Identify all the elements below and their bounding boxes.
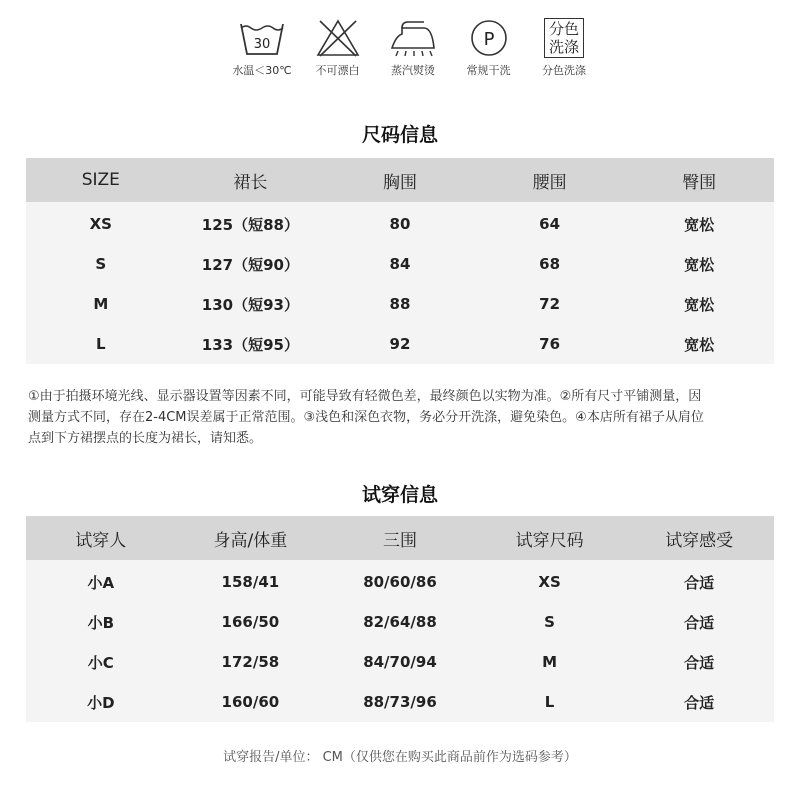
table-cell: 小C <box>26 642 176 682</box>
table-cell: L <box>475 682 625 722</box>
fit-header-cell: 试穿感受 <box>624 516 774 560</box>
fit-section-title: 试穿信息 <box>361 484 438 506</box>
table-cell: 80/60/86 <box>325 560 475 602</box>
table-cell: 合适 <box>624 560 774 602</box>
table-cell: 82/64/88 <box>325 602 475 642</box>
table-row <box>26 642 774 682</box>
table-cell: 小A <box>26 560 176 602</box>
table-cell: XS <box>475 560 625 602</box>
table-cell: 合适 <box>624 642 774 682</box>
table-cell: L <box>26 324 176 364</box>
table-cell: 92 <box>325 324 475 364</box>
table-cell: 166/50 <box>176 602 326 642</box>
table-cell: 宽松 <box>624 202 774 244</box>
wash-separately-text-2: 洗涤 <box>548 38 579 56</box>
care-item-separate <box>530 18 598 80</box>
care-item-wash <box>228 18 296 80</box>
size-notes <box>28 386 774 449</box>
table-cell: 127（短90） <box>176 244 326 284</box>
steam-iron-icon <box>388 18 438 58</box>
note-line: 测量方式不同，存在2-4CM误差属于正常范围。③浅色和深色衣物，务必分开洗涤，避免染色。④本店所有裙子从肩位 <box>28 410 704 425</box>
care-label: 不可漂白 <box>315 64 360 77</box>
table-cell: 133（短95） <box>176 324 326 364</box>
care-item-dryclean <box>455 18 523 80</box>
table-cell: 80 <box>325 202 475 244</box>
table-cell: 130（短93） <box>176 284 326 324</box>
table-cell: 125（短88） <box>176 202 326 244</box>
table-cell: 84 <box>325 244 475 284</box>
care-label: 常规干洗 <box>466 64 511 77</box>
size-table-header <box>26 158 774 202</box>
fit-header-cell: 试穿尺码 <box>475 516 625 560</box>
wash-separately-icon <box>539 18 589 58</box>
dry-clean-p-icon <box>464 18 514 58</box>
fit-header-cell: 身高/体重 <box>176 516 326 560</box>
size-header-cell: 胸围 <box>325 158 475 202</box>
table-cell: XS <box>26 202 176 244</box>
care-label: 分色洗涤 <box>542 64 586 77</box>
table-cell: 68 <box>475 244 625 284</box>
care-item-bleach <box>304 18 372 80</box>
dry-clean-letter: P <box>483 29 494 50</box>
table-cell: 88/73/96 <box>325 682 475 722</box>
table-row <box>26 324 774 364</box>
table-cell: 76 <box>475 324 625 364</box>
table-cell: 72 <box>475 284 625 324</box>
care-instructions <box>228 18 598 80</box>
no-bleach-icon <box>313 18 363 58</box>
fit-table <box>26 516 774 722</box>
table-cell: 160/60 <box>176 682 326 722</box>
note-line: ①由于拍摄环境光线、显示器设置等因素不同，可能导致有轻微色差，最终颜色以实物为准。②所有尺寸平铺测量，因 <box>28 389 702 404</box>
size-header-cell: 裙长 <box>176 158 326 202</box>
wash-30-icon <box>237 18 287 58</box>
table-cell: 小B <box>26 602 176 642</box>
fit-header-cell: 试穿人 <box>26 516 176 560</box>
size-header-cell: 腰围 <box>475 158 625 202</box>
table-cell: 64 <box>475 202 625 244</box>
wash-separately-text-1: 分色 <box>548 20 579 38</box>
table-cell: 172/58 <box>176 642 326 682</box>
table-cell: 小D <box>26 682 176 722</box>
table-cell: 宽松 <box>624 244 774 284</box>
table-cell: 宽松 <box>624 284 774 324</box>
table-cell: 158/41 <box>176 560 326 602</box>
care-label: 蒸汽熨烫 <box>391 64 435 77</box>
care-label: 水温＜30℃ <box>232 64 292 77</box>
fit-header-cell: 三围 <box>325 516 475 560</box>
fit-table-header <box>26 516 774 560</box>
wash-separately-box <box>544 18 584 58</box>
table-cell: 88 <box>325 284 475 324</box>
table-cell: 合适 <box>624 602 774 642</box>
table-row <box>26 560 774 602</box>
table-row <box>26 284 774 324</box>
table-row <box>26 602 774 642</box>
note-line: 点到下方裙摆点的长度为裙长，请知悉。 <box>28 431 263 446</box>
fit-report-footer: 试穿报告/单位： CM（仅供您在购买此商品前作为选码参考） <box>223 750 577 765</box>
table-cell: 宽松 <box>624 324 774 364</box>
table-row <box>26 202 774 244</box>
table-row <box>26 682 774 722</box>
size-table <box>26 158 774 364</box>
table-cell: M <box>475 642 625 682</box>
table-cell: M <box>26 284 176 324</box>
table-cell: S <box>475 602 625 642</box>
size-header-cell: 臀围 <box>624 158 774 202</box>
size-header-cell: SIZE <box>26 158 176 202</box>
table-cell: S <box>26 244 176 284</box>
table-row <box>26 244 774 284</box>
table-cell: 84/70/94 <box>325 642 475 682</box>
table-cell: 合适 <box>624 682 774 722</box>
size-section-title: 尺码信息 <box>361 124 438 146</box>
care-item-iron <box>379 18 447 80</box>
wash-temperature: 30 <box>253 37 271 52</box>
